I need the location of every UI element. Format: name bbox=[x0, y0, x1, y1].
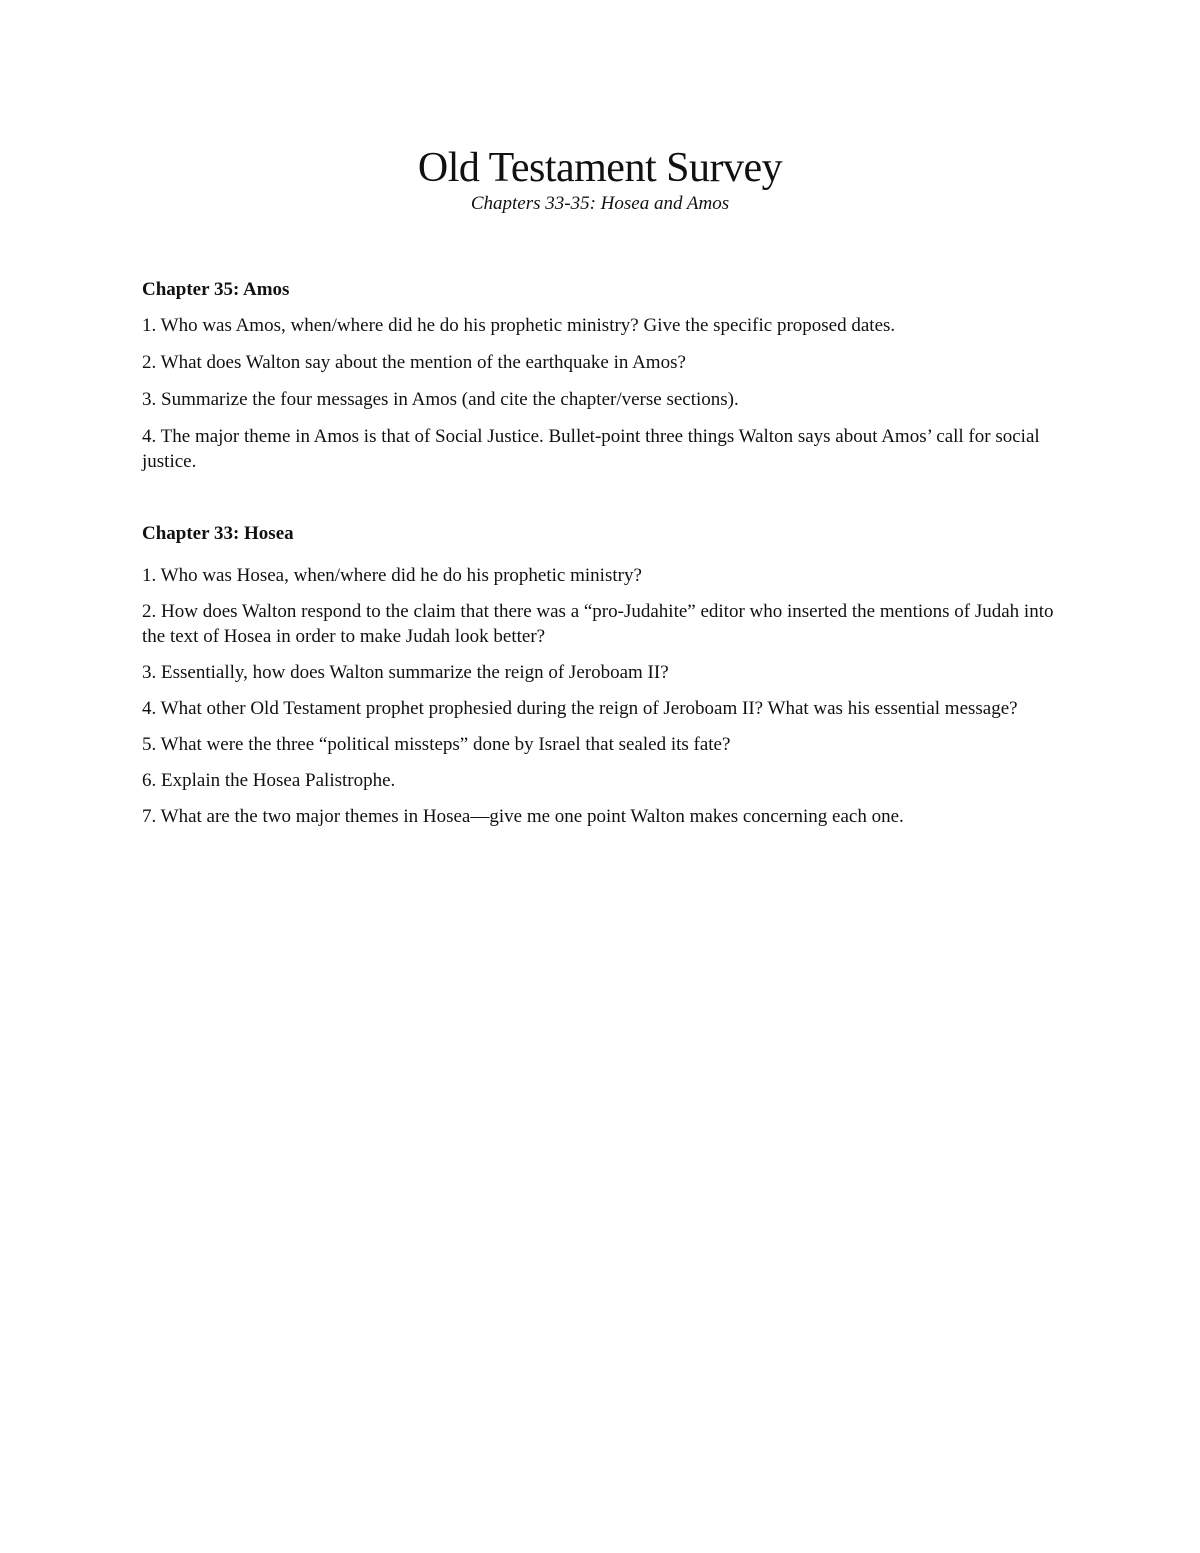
question-item: 2. How does Walton respond to the claim that there was a “pro-Judahite” editor who inserted the mentions of Judah into the text of Hosea in order to make Judah look better? bbox=[142, 601, 1054, 647]
question-item: 7. What are the two major themes in Hosea—give me one point Walton makes concerning each one. bbox=[142, 806, 904, 827]
question-item: 3. Summarize the four messages in Amos (and cite the chapter/verse sections). bbox=[142, 389, 739, 410]
question-item: 6. Explain the Hosea Palistrophe. bbox=[142, 770, 396, 791]
section-heading: Chapter 35: Amos bbox=[142, 279, 290, 300]
question-item: 2. What does Walton say about the mention of the earthquake in Amos? bbox=[142, 352, 686, 373]
question-list bbox=[142, 563, 1072, 829]
question-item: 3. Essentially, how does Walton summarize the reign of Jeroboam II? bbox=[142, 662, 669, 683]
section-hosea bbox=[142, 522, 1072, 840]
section-amos bbox=[142, 278, 1072, 486]
document-title: Old Testament Survey bbox=[417, 145, 783, 191]
section-heading: Chapter 33: Hosea bbox=[142, 523, 294, 544]
question-item: 1. Who was Amos, when/where did he do his prophetic ministry? Give the specific proposed dates. bbox=[142, 315, 896, 336]
document-subtitle: Chapters 33-35: Hosea and Amos bbox=[470, 193, 730, 214]
question-item: 5. What were the three “political missteps” done by Israel that sealed its fate? bbox=[142, 734, 731, 755]
question-item: 4. The major theme in Amos is that of Social Justice. Bullet-point three things Walton says about Amos’ call for social justice. bbox=[142, 426, 1040, 472]
question-item: 4. What other Old Testament prophet prophesied during the reign of Jeroboam II? What was his essential message? bbox=[142, 698, 1018, 719]
question-list bbox=[142, 313, 1072, 474]
question-item: 1. Who was Hosea, when/where did he do his prophetic ministry? bbox=[142, 565, 642, 586]
